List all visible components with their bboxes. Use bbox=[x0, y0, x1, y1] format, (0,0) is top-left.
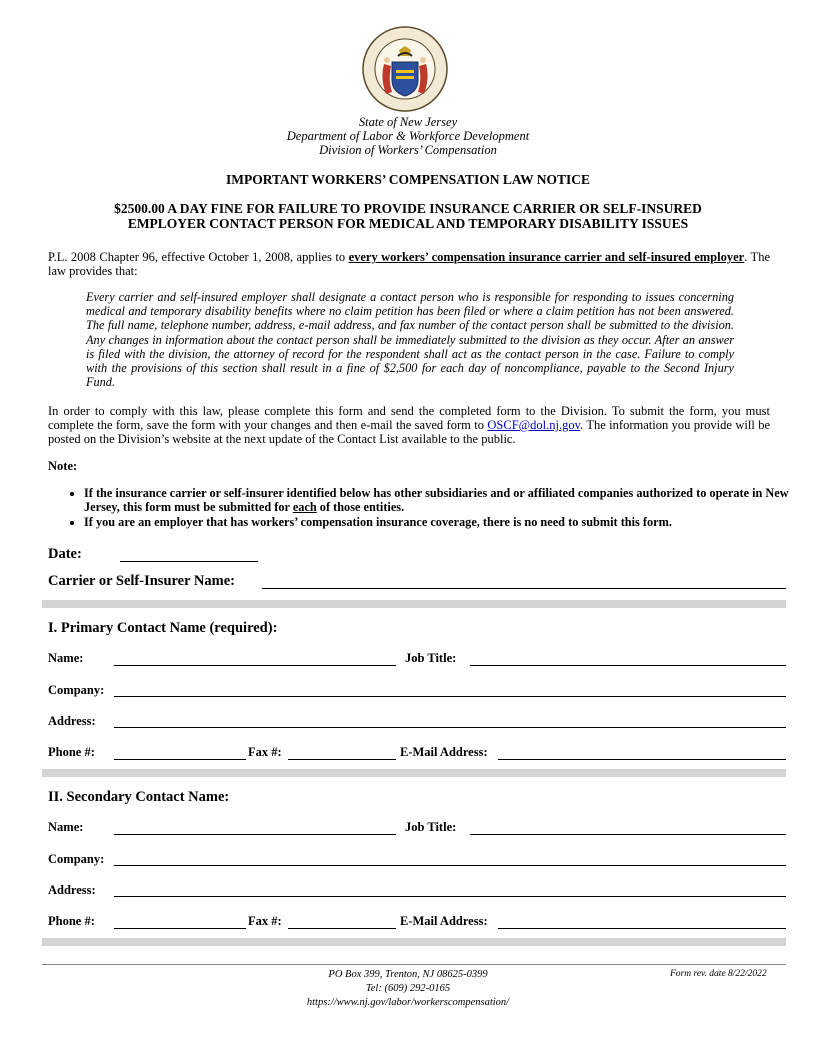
header-state: State of New Jersey bbox=[358, 115, 458, 129]
footer-address: PO Box 399, Trenton, NJ 08625-0399 bbox=[328, 969, 488, 980]
secondary-address-label: Address: bbox=[48, 883, 96, 897]
state-seal-icon bbox=[362, 26, 448, 112]
note-item-2: • If you are an employer that has workers’ compensation insurance coverage, there is no need to submit this form. bbox=[84, 515, 810, 529]
notice-title: IMPORTANT WORKERS’ COMPENSATION LAW NOTICE bbox=[225, 172, 591, 187]
intro-emphasis: every workers’ compensation insurance carrier and self-insured employer bbox=[348, 250, 745, 264]
footer-website: https://www.nj.gov/labor/workerscompensation/ bbox=[306, 997, 510, 1008]
email-link[interactable]: OSCF@dol.nj.gov bbox=[487, 418, 581, 432]
footer-divider bbox=[42, 964, 786, 965]
instructions-paragraph bbox=[48, 404, 770, 446]
secondary-email-label: E-Mail Address: bbox=[400, 914, 488, 928]
instructions-pre: In order to comply with this law, please complete this form and send the completed form to the Division. To submit the form, you must complete the form, save the form with your changes and then e-mail the saved form to bbox=[48, 404, 770, 432]
note-item-1 bbox=[84, 486, 810, 514]
footer-phone: Tel: (609) 292-0165 bbox=[365, 983, 451, 994]
notes-list bbox=[48, 486, 810, 530]
primary-fax-input[interactable] bbox=[288, 745, 396, 760]
header-department: Department of Labor & Workforce Development bbox=[286, 129, 530, 143]
note-label: Note: bbox=[48, 459, 78, 473]
primary-fax-label: Fax #: bbox=[248, 745, 282, 759]
secondary-email-input[interactable] bbox=[498, 914, 786, 929]
intro-pre: P.L. 2008 Chapter 96, effective October 1, 2008, applies to bbox=[48, 250, 349, 264]
primary-name-input[interactable] bbox=[114, 651, 396, 666]
law-quote: Every carrier and self-insured employer shall designate a contact person who is responsible for responding to issues concerning medical and temporary disability benefits where no claim petition has been filed or where a claim petition has not been answered. The full name, telephone number, address, e-mail address, and fax number of the contact person shall be submitted to the division. Any changes in information about the contact person shall be immediately submitted to the division as they occur. After an answer is filed with the division, the attorney of record for the respondent shall act as the contact person in the case. Failure to comply with the provisions of this section shall result in a fine of $2,500 for each day of noncompliance, payable to the Second Injury Fund. bbox=[86, 290, 734, 390]
header-division: Division of Workers’ Compensation bbox=[319, 143, 497, 157]
secondary-company-label: Company: bbox=[48, 852, 105, 866]
note-item-1-post: of those entities. bbox=[316, 500, 405, 514]
primary-company-input[interactable] bbox=[114, 682, 786, 697]
intro-paragraph bbox=[48, 250, 770, 278]
secondary-address-input[interactable] bbox=[114, 882, 786, 897]
primary-address-input[interactable] bbox=[114, 713, 786, 728]
note-item-1-pre: If the insurance carrier or self-insurer identified below has other subsidiaries and or affiliated companies authorized to operate in New Jersey, this form must be submitted for bbox=[84, 486, 789, 514]
notice-subtitle-2: EMPLOYER CONTACT PERSON FOR MEDICAL AND TEMPORARY DISABILITY ISSUES bbox=[127, 216, 689, 231]
note-item-1-emph: each bbox=[292, 500, 317, 514]
primary-email-input[interactable] bbox=[498, 745, 786, 760]
secondary-heading: II. Secondary Contact Name: bbox=[48, 789, 230, 805]
primary-email-label: E-Mail Address: bbox=[400, 745, 488, 759]
state-seal bbox=[362, 26, 448, 112]
carrier-label: Carrier or Self-Insurer Name: bbox=[48, 573, 235, 589]
primary-address-label: Address: bbox=[48, 714, 96, 728]
form-revision-date: Form rev. date 8/22/2022 bbox=[670, 969, 767, 979]
secondary-job-input[interactable] bbox=[470, 820, 786, 835]
primary-phone-label: Phone #: bbox=[48, 745, 95, 759]
instructions-post: . The information you provide will be posted on the Division’s website at the next update of the Contact List available to the public. bbox=[48, 418, 770, 446]
secondary-fax-label: Fax #: bbox=[248, 914, 282, 928]
carrier-name-input[interactable] bbox=[262, 574, 786, 589]
notice-subtitle-1: $2500.00 A DAY FINE FOR FAILURE TO PROVIDE INSURANCE CARRIER OR SELF-INSURED bbox=[114, 201, 702, 216]
secondary-fax-input[interactable] bbox=[288, 914, 396, 929]
primary-company-label: Company: bbox=[48, 683, 105, 697]
primary-job-input[interactable] bbox=[470, 651, 786, 666]
section-divider bbox=[42, 769, 786, 777]
section-divider bbox=[42, 938, 786, 946]
primary-job-label: Job Title: bbox=[405, 651, 457, 665]
secondary-phone-label: Phone #: bbox=[48, 914, 95, 928]
primary-phone-input[interactable] bbox=[114, 745, 246, 760]
primary-name-label: Name: bbox=[48, 651, 84, 665]
secondary-phone-input[interactable] bbox=[114, 914, 246, 929]
date-label: Date: bbox=[48, 546, 82, 562]
secondary-name-input[interactable] bbox=[114, 820, 396, 835]
intro-post: . The law provides that: bbox=[48, 250, 770, 278]
primary-heading: I. Primary Contact Name (required): bbox=[48, 620, 278, 636]
section-divider bbox=[42, 600, 786, 608]
secondary-company-input[interactable] bbox=[114, 851, 786, 866]
secondary-job-label: Job Title: bbox=[405, 820, 457, 834]
secondary-name-label: Name: bbox=[48, 820, 84, 834]
date-input[interactable] bbox=[120, 547, 258, 562]
